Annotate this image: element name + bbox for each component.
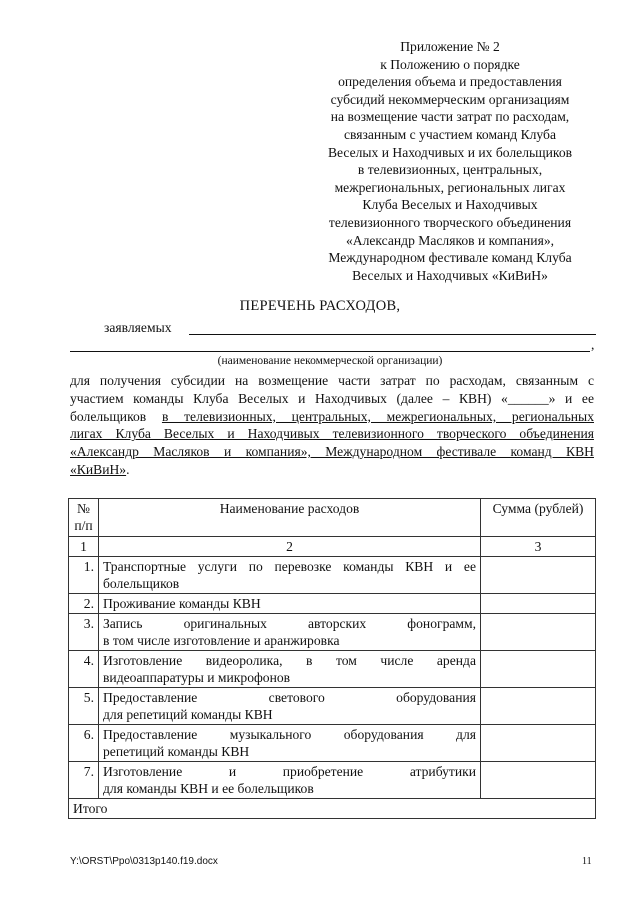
row-sum-cell[interactable] xyxy=(481,614,596,651)
appendix-line: телевизионного творческого объединения xyxy=(328,214,572,230)
row-description-line: для команды КВН и ее болельщиков xyxy=(103,781,314,796)
purpose-text: . xyxy=(126,461,130,477)
table-row xyxy=(69,614,596,651)
purpose-underlined-text: «КиВиН» xyxy=(70,461,127,477)
header-sum: Сумма (рублей) xyxy=(481,499,596,537)
row-number: 1. xyxy=(69,557,99,594)
org-name-blank-line xyxy=(189,334,596,335)
row-description-line: репетиций команды КВН xyxy=(103,744,250,759)
header-number-sign: № xyxy=(77,501,90,516)
appendix-line: в телевизионных, центральных, xyxy=(357,162,543,178)
purpose-paragraph xyxy=(70,372,594,479)
purpose-line xyxy=(70,461,594,479)
row-description xyxy=(99,614,481,651)
appendix-line: Веселых и Находчивых «КиВиН» xyxy=(352,267,548,283)
row-description xyxy=(99,557,481,594)
team-name-blank: ______ xyxy=(507,390,549,406)
declared-by-row xyxy=(104,320,596,338)
table-row xyxy=(69,762,596,799)
row-number: 5. xyxy=(69,688,99,725)
org-caption: (наименование некоммерческой организации) xyxy=(217,355,443,367)
row-number: 7. xyxy=(69,762,99,799)
table-row xyxy=(69,725,596,762)
purpose-text: » и ее xyxy=(548,390,594,406)
footer-page-number: 11 xyxy=(582,856,592,867)
header-number xyxy=(69,499,99,537)
column-numbers-row xyxy=(69,537,596,557)
appendix-line: определения объема и предоставления xyxy=(338,74,562,90)
row-description xyxy=(99,594,481,614)
table-row xyxy=(69,688,596,725)
appendix-line: Приложение № 2 xyxy=(400,39,500,54)
footer-file-path: Y:\ORST\Ppo\0313p140.f19.docx xyxy=(70,856,218,867)
column-number: 2 xyxy=(99,537,481,557)
purpose-line: лигах Клуба Веселых и Находчивых телевизионного творческого объединения xyxy=(70,426,594,442)
appendix-header xyxy=(300,38,600,284)
row-description-line: в том числе изготовление и аранжировка xyxy=(103,633,340,648)
appendix-line: субсидий некоммерческим организациям xyxy=(330,91,570,107)
appendix-line: Клуба Веселых и Находчивых xyxy=(362,197,538,213)
table-header-row xyxy=(69,499,596,537)
row-number: 2. xyxy=(69,594,99,614)
appendix-line: Международном фестивале команд Клуба xyxy=(328,250,572,266)
total-label: Итого xyxy=(69,799,596,819)
row-description-line: видеоаппаратуры и микрофонов xyxy=(103,670,291,685)
row-description-line: Изготовление видеоролика, в том числе аренда xyxy=(103,653,476,668)
row-description-line: Проживание команды КВН xyxy=(103,596,261,611)
row-sum-cell[interactable] xyxy=(481,651,596,688)
appendix-line: связанным с участием команд Клуба xyxy=(344,126,556,142)
header-number-abbr: п/п xyxy=(74,518,93,533)
row-sum-cell[interactable] xyxy=(481,688,596,725)
document-title: ПЕРЕЧЕНЬ РАСХОДОВ, xyxy=(239,298,401,314)
appendix-line: межрегиональных, региональных лигах xyxy=(334,179,566,195)
purpose-underlined-text: в телевизионных, центральных, межрегиональных, региональных xyxy=(161,408,594,424)
org-name-blank-line-2 xyxy=(70,351,590,352)
appendix-line: к Положению о порядке xyxy=(380,56,520,72)
row-description-line: Предоставление музыкального оборудования для xyxy=(103,727,476,742)
row-number: 6. xyxy=(69,725,99,762)
row-description-line: для репетиций команды КВН xyxy=(103,707,273,722)
table-row xyxy=(69,651,596,688)
row-description xyxy=(99,651,481,688)
table-row xyxy=(69,594,596,614)
purpose-text: участием команды Клуба Веселых и Находчивых (далее – КВН) « xyxy=(70,390,508,406)
row-description-line: Изготовление и приобретение атрибутики xyxy=(103,764,476,779)
row-sum-cell[interactable] xyxy=(481,594,596,614)
row-number: 3. xyxy=(69,614,99,651)
row-sum-cell[interactable] xyxy=(481,762,596,799)
row-sum-cell[interactable] xyxy=(481,557,596,594)
row-sum-cell[interactable] xyxy=(481,725,596,762)
row-description-line: Запись оригинальных авторских фонограмм, xyxy=(103,616,476,631)
column-number: 1 xyxy=(69,537,99,557)
table-row xyxy=(69,557,596,594)
row-description-line: Транспортные услуги по перевозке команды КВН и ее xyxy=(103,559,476,574)
org-comma: , xyxy=(591,337,595,352)
purpose-text: болельщиков xyxy=(70,408,162,424)
row-number: 4. xyxy=(69,651,99,688)
appendix-line: Веселых и Находчивых и их болельщиков xyxy=(327,144,573,160)
appendix-line: на возмещение части затрат по расходам, xyxy=(330,109,570,125)
row-description xyxy=(99,725,481,762)
purpose-line xyxy=(70,408,594,426)
column-number: 3 xyxy=(481,537,596,557)
declared-label: заявляемых xyxy=(104,320,172,335)
header-name: Наименование расходов xyxy=(99,499,481,537)
row-description-line: Предоставление светового оборудования xyxy=(103,690,476,705)
purpose-line: «Александр Масляков и компания», Международном фестивале команд КВН xyxy=(70,444,594,460)
row-description-line: болельщиков xyxy=(103,576,180,591)
row-description xyxy=(99,762,481,799)
row-description xyxy=(99,688,481,725)
expenses-table xyxy=(68,498,596,819)
appendix-line: «Александр Масляков и компания», xyxy=(345,232,555,248)
purpose-line xyxy=(70,390,594,408)
total-row xyxy=(69,799,596,819)
purpose-line: для получения субсидии на возмещение части затрат по расходам, связанным с xyxy=(70,373,594,388)
